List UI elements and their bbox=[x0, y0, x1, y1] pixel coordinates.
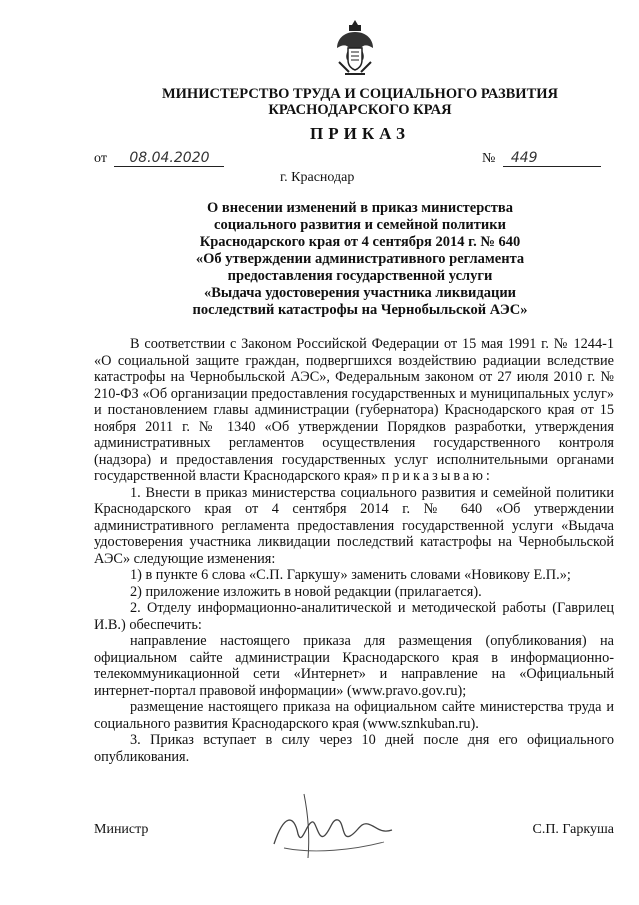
handwritten-signature-icon bbox=[264, 784, 404, 864]
signer-name: С.П. Гаркуша bbox=[532, 822, 614, 837]
ministry-line-1: МИНИСТЕРСТВО ТРУДА И СОЦИАЛЬНОГО РАЗВИТИЯ bbox=[161, 86, 559, 102]
title-line: «Об утверждении административного регламента bbox=[195, 251, 525, 267]
city: г. Краснодар bbox=[280, 170, 355, 185]
order-title bbox=[120, 200, 600, 319]
order-date: 08.04.2020 bbox=[114, 150, 224, 167]
signer-role: Министр bbox=[94, 822, 149, 837]
ministry-name bbox=[120, 86, 600, 118]
date-line bbox=[94, 150, 224, 167]
order-word: приказываю: bbox=[381, 468, 493, 484]
coat-of-arms-icon bbox=[333, 18, 377, 80]
preamble-text: В соответствии с Законом Российской Федерации от 15 мая 1991 г. № 1244-1 «О социальной защите граждан, подвергшихся воздействию радиации вследствие катастрофы на Чернобыльской АЭС», Федеральным законом от 27 июля 2010 г. № 210-ФЗ «Об организации предоставления государственных и муниципальных услуг» и постановлением главы администрации (губернатора) Краснодарского края от 15 ноября 2011 г. № 1340 «Об утверждении Порядков разработки, утверждения административных регламентов осуществления государственного контроля (надзора) и предоставления государственных услуг исполнительными органами государственной власти Краснодарского края» bbox=[94, 336, 614, 484]
title-line: социального развития и семейной политики bbox=[214, 217, 506, 233]
title-line: предоставления государственной услуги bbox=[227, 268, 493, 284]
item-2-a: направление настоящего приказа для размещения (опубликования) на официальном сайте администрации Краснодарского края в информационно-телекоммуникационной сети «Интернет» и направление на «Официальный интернет-портал правовой информации» (www.pravo.gov.ru); bbox=[94, 633, 614, 699]
item-1: 1. Внести в приказ министерства социального развития и семейной политики Краснодарского края от 4 сентября 2014 г. № 640 «Об утверждении административного регламента предоставления государственной услуги «Выдача удостоверения участника ликвидации последствий катастрофы на Чернобыльской АЭС» следующие изменения: bbox=[94, 484, 614, 567]
title-line: «Выдача удостоверения участника ликвидации bbox=[203, 285, 517, 301]
title-line: последствий катастрофы на Чернобыльской АЭС» bbox=[192, 302, 528, 318]
item-1-2: 2) приложение изложить в новой редакции (прилагается). bbox=[130, 583, 482, 600]
title-line: О внесении изменений в приказ министерства bbox=[207, 200, 513, 216]
order-body bbox=[94, 336, 614, 765]
document-type: ПРИКАЗ bbox=[310, 124, 410, 143]
item-1-1: 1) в пункте 6 слова «С.П. Гаркушу» заменить словами «Новикову Е.П.»; bbox=[130, 567, 571, 583]
number-line bbox=[482, 150, 601, 167]
item-2: 2. Отделу информационно-аналитической и методической работы (Гаврилец И.В.) обеспечить: bbox=[94, 600, 614, 633]
preamble-paragraph bbox=[94, 336, 614, 485]
title-line: Краснодарского края от 4 сентября 2014 г. № 640 bbox=[199, 234, 521, 250]
item-3: 3. Приказ вступает в силу через 10 дней после дня его официального опубликования. bbox=[94, 732, 614, 765]
item-2-b: размещение настоящего приказа на официальном сайте министерства труда и социального развития Краснодарского края (www.sznkuban.ru). bbox=[94, 699, 614, 732]
date-prefix: от bbox=[94, 151, 107, 166]
number-prefix: № bbox=[482, 151, 496, 166]
ministry-line-2: КРАСНОДАРСКОГО КРАЯ bbox=[268, 102, 452, 118]
order-number: 449 bbox=[503, 150, 601, 167]
